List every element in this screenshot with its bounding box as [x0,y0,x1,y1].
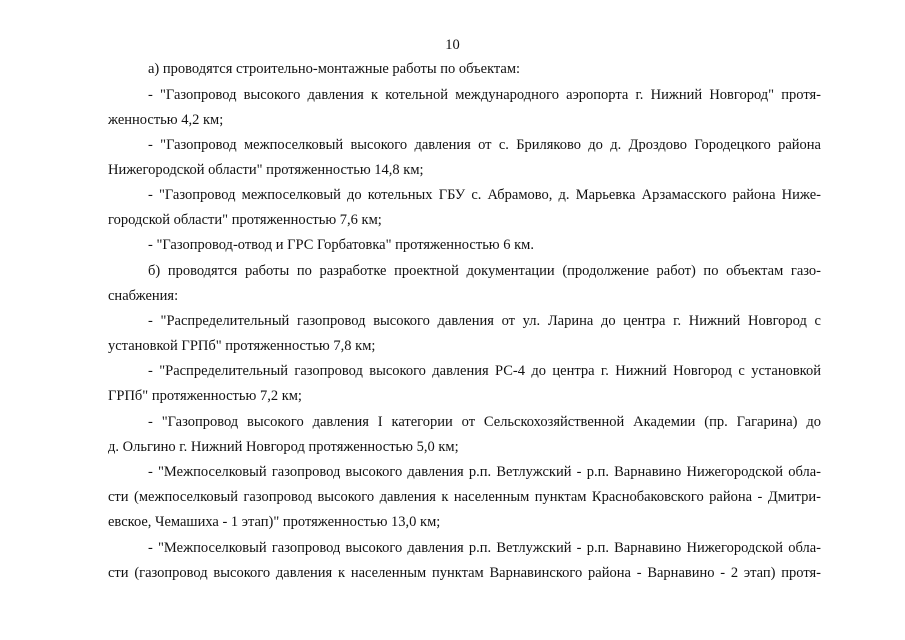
text-line: сти (межпоселковый газопровод высокого давления к населенным пунктам Краснобаковского района - Дмитри- [108,489,821,505]
section-b-heading: б) проводятся работы по разработке проектной документации (продолжение работ) по объектам газо- [148,263,821,279]
text-line: - "Газопровод межпоселковый до котельных ГБУ с. Абрамово, д. Марьевка Арзамасского района Ниже- [148,187,821,203]
text-line: Нижегородской области" протяженностью 14,8 км; [108,162,424,178]
text-line: евское, Чемашиха - 1 этап)" протяженностью 13,0 км; [108,514,441,530]
text-line: - "Межпоселковый газопровод высокого давления р.п. Ветлужский - р.п. Варнавино Нижегородской обла- [148,464,821,480]
text-line: ГРПб" протяженностью 7,2 км; [108,388,302,404]
text-line: - "Распределительный газопровод высокого давления от ул. Ларина до центра г. Нижний Новгород с [148,313,821,329]
text-line: городской области" протяженностью 7,6 км; [108,212,382,228]
text-line: - "Газопровод высокого давления к котельной международного аэропорта г. Нижний Новгород" протя- [148,87,821,103]
text-line: - "Газопровод межпоселковый высокого давления от с. Бриляково до д. Дроздово Городецкого района [148,137,821,153]
text-line: - "Газопровод-отвод и ГРС Горбатовка" протяженностью 6 км. [148,237,534,253]
page-number: 10 [445,37,460,53]
text-line: - "Распределительный газопровод высокого давления РС-4 до центра г. Нижний Новгород с установкой [148,363,821,379]
text-line: установкой ГРПб" протяженностью 7,8 км; [108,338,376,354]
text-line: д. Ольгино г. Нижний Новгород протяженностью 5,0 км; [108,439,459,455]
text-line: сти (газопровод высокого давления к населенным пунктам Варнавинского района - Варнавино - 2 этап) протя- [108,565,821,581]
text-line: женностью 4,2 км; [108,112,224,128]
text-line: снабжения: [108,288,179,304]
section-a-heading: а) проводятся строительно-монтажные работы по объектам: [148,61,521,77]
text-line: - "Газопровод высокого давления I категории от Сельскохозяйственной Академии (пр. Гагарина) до [148,414,821,430]
text-line: - "Межпоселковый газопровод высокого давления р.п. Ветлужский - р.п. Варнавино Нижегородской обла- [148,540,821,556]
